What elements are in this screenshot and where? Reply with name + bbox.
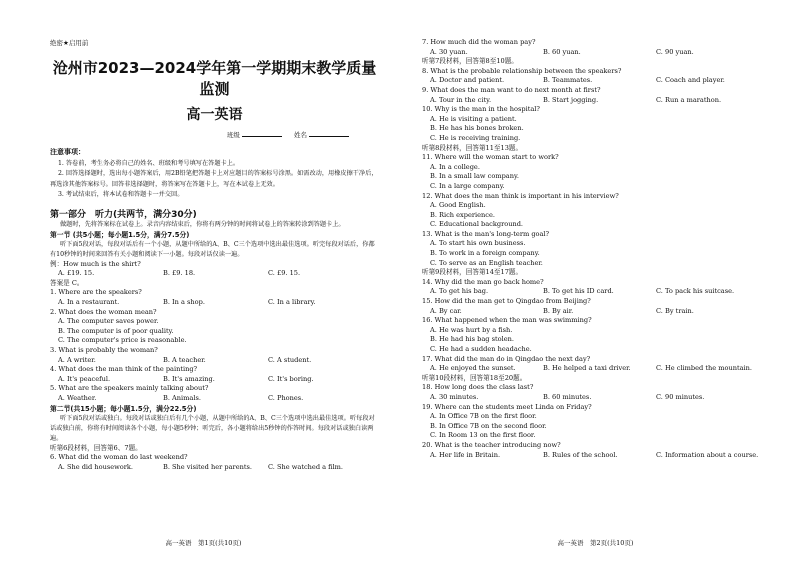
option-a: A. £19. 15. <box>58 269 95 278</box>
example-answer: 答案是 C。 <box>50 278 84 287</box>
option-b: B. The computer is of poor quality. <box>58 326 174 335</box>
section2-intro: 听下面5段对话或独白。每段对话或独白后有几个小题，从题中所给的A、B、C三个选项中选出最佳选项。听每段对话或独白前，你将有时间阅读各个小题，每小题5秒钟；听完后，各小题将给出5秒钟的作答时间。每段对话或独白读两遍。 <box>50 414 375 442</box>
notice-item: 2. 回答选择题时，选出每小题答案后，用2B铅笔把答题卡上对应题目的答案标号涂黑。如需改动，用橡皮擦干净后，再选涂其他答案标号。回答非选择题时，将答案写在答题卡上，写在本试卷上无效。 <box>50 170 378 188</box>
exam-title: 沧州市2023—2024学年第一学期期末教学质量监测 <box>52 59 377 98</box>
option: A. Good English. <box>430 201 486 210</box>
option: C. He is receiving training. <box>430 133 521 142</box>
page-footer: 高一英语 第1页(共10页) <box>165 539 242 547</box>
option-c: C. £9. 15. <box>268 269 301 278</box>
question: 15. How did the man get to Qingdao from Beijing? <box>422 297 591 306</box>
part1-intro: 做题时，先将答案标在试卷上。录音内容结束后，你将有两分钟的时间将试卷上的答案转涂到答题卡上。 <box>60 220 345 228</box>
question-3-options <box>50 356 379 366</box>
option: B. He has his bones broken. <box>430 124 524 133</box>
option-row <box>422 96 780 106</box>
material-note: 听第9段材料，回答第14至17题。 <box>422 268 523 277</box>
option-c: C. Information about a course. <box>656 450 759 459</box>
exam-subject: 高一英语 <box>186 107 243 123</box>
option-b: B. To get his ID card. <box>543 287 614 296</box>
name-label: 姓名 <box>294 131 307 139</box>
option-c: C. 90 minutes. <box>656 392 705 401</box>
option-a: A. She did housework. <box>58 462 133 471</box>
question: 13. What is the man's long-term goal? <box>422 229 550 238</box>
option-b: B. It's amazing. <box>163 374 215 383</box>
question-4-options <box>50 375 379 385</box>
option-c: C. In a library. <box>268 298 316 306</box>
option-row <box>422 287 780 297</box>
option: A. He is visiting a patient. <box>430 114 517 123</box>
notice-item: 3. 考试结束后，将本试卷和答题卡一并交回。 <box>58 191 184 199</box>
notice-title: 注意事项： <box>50 148 85 156</box>
option-b: B. In a shop. <box>163 298 205 306</box>
option-a: A. The computer saves power. <box>58 317 159 326</box>
option-b: B. 60 yuan. <box>543 47 581 56</box>
question: 12. What does the man think is important in his interview? <box>422 191 619 200</box>
material-note: 听第6段材料，回答第6、7题。 <box>50 443 142 452</box>
option-c: C. Phones. <box>268 393 304 402</box>
option: A. In a college. <box>430 162 480 171</box>
section2-title: 第二节(共15小题；每小题1.5分，满分22.5分) <box>50 404 197 413</box>
option-a: A. 30 minutes. <box>430 392 479 401</box>
question: 18. How long does the class last? <box>422 383 534 392</box>
option-b: B. Start jogging. <box>543 95 599 104</box>
question: 19. Where can the students meet Linda on Friday? <box>422 402 592 411</box>
option-b: B. A teacher. <box>163 355 206 364</box>
material-note: 听第10段材料，回答第18至20题。 <box>422 373 527 382</box>
option: C. To serve as an English teacher. <box>430 258 543 267</box>
question-3: 3. What is probably the woman? <box>50 345 158 354</box>
option-row <box>422 76 780 86</box>
option-a: A. 30 yuan. <box>430 47 468 56</box>
option-a: A. Her life in Britain. <box>430 450 501 459</box>
option-row <box>422 451 780 461</box>
option-c: C. She watched a film. <box>268 462 344 471</box>
option: C. Educational background. <box>430 220 524 229</box>
option-a: A. To get his bag. <box>430 287 489 296</box>
option-c: C. He climbed the mountain. <box>656 364 752 373</box>
class-label: 班级 <box>226 131 240 139</box>
option-a: A. Weather. <box>58 393 97 402</box>
material-note: 听第7段材料，回答第8至10题。 <box>422 57 518 66</box>
exam-page-2 <box>397 0 794 561</box>
option-b: B. By air. <box>543 306 574 315</box>
question: 7. How much did the woman pay? <box>422 38 536 46</box>
option-c: C. To pack his suitcase. <box>656 287 735 296</box>
option-a: A. By car. <box>430 306 462 315</box>
student-info-line <box>50 130 359 139</box>
notice-item: 1. 答卷前，考生务必将自己的姓名、班级和考号填写在答题卡上。 <box>58 160 240 167</box>
option-a: A. A writer. <box>58 355 96 364</box>
option-a: A. It's peaceful. <box>58 374 111 383</box>
question-4: 4. What does the man think of the painting? <box>50 365 198 374</box>
option: C. In a large company. <box>430 181 505 190</box>
confidential-mark: 绝密★启用前 <box>50 39 89 47</box>
question-1-options <box>50 298 379 308</box>
page-footer: 高一英语 第2页(共10页) <box>557 539 634 547</box>
option: B. To work in a foreign company. <box>430 249 540 258</box>
option-a: A. He enjoyed the sunset. <box>430 364 516 373</box>
option-row <box>422 393 780 403</box>
option-a: A. In a restaurant. <box>58 298 120 306</box>
option-a: A. Tour in the city. <box>430 95 492 104</box>
option: A. In Office 7B on the first floor. <box>430 412 537 421</box>
question-6-options <box>50 463 379 473</box>
option-row <box>422 48 780 58</box>
option: B. He had his bag stolen. <box>430 335 514 344</box>
question-5: 5. What are the speakers mainly talking about? <box>50 384 209 393</box>
option: A. He was hurt by a fish. <box>430 325 513 334</box>
option: B. Rich experience. <box>430 210 495 219</box>
option-c: C. Run a marathon. <box>656 95 722 104</box>
question-2: 2. What does the woman mean? <box>50 307 157 316</box>
option: C. In Room 13 on the first floor. <box>430 431 536 440</box>
question-1: 1. Where are the speakers? <box>50 288 142 297</box>
option-c: C. The computer's price is reasonable. <box>58 336 187 345</box>
option-b: B. Animals. <box>163 393 201 402</box>
question: 16. What happened when the man was swimming? <box>422 316 592 325</box>
option-a: A. Doctor and patient. <box>430 76 505 85</box>
part1-title: 第一部分 听力(共两节，满分30分) <box>50 209 197 220</box>
option-c: C. 90 yuan. <box>656 47 694 56</box>
option-b: B. £9. 18. <box>163 269 196 278</box>
name-blank <box>309 136 349 137</box>
example-question: 例：How much is the shirt? <box>50 259 141 268</box>
question: 9. What does the man want to do next month at first? <box>422 85 601 94</box>
option-row <box>422 307 780 317</box>
question: 11. Where will the woman start to work? <box>422 153 559 162</box>
option-row <box>422 364 780 374</box>
question: 14. Why did the man go back home? <box>422 277 544 286</box>
option: B. In a small law company. <box>430 172 519 181</box>
class-blank <box>242 136 282 137</box>
option-c: C. A student. <box>268 355 312 364</box>
option-b: B. She visited her parents. <box>163 462 252 471</box>
section1-intro: 听下面5段对话，每段对话后有一个小题，从题中所给的A、B、C三个选项中选出最佳选项。听完每段对话后，你都有10秒钟的时间来回答有关小题和阅读下一小题。每段对话仅读一遍。 <box>50 240 375 258</box>
option: A. To start his own business. <box>430 239 526 248</box>
option: C. He had a sudden headache. <box>430 345 532 353</box>
option-c: C. It's boring. <box>268 374 314 383</box>
option-c: C. By train. <box>656 306 694 315</box>
question: 20. What is the teacher introducing now? <box>422 440 561 449</box>
question-6: 6. What did the woman do last weekend? <box>50 453 188 462</box>
option-b: B. Rules of the school. <box>543 450 618 459</box>
material-note: 听第8段材料，回答第11至13题。 <box>422 143 523 152</box>
option-b: B. He helped a taxi driver. <box>543 364 631 373</box>
option-b: B. Teammates. <box>543 76 593 85</box>
section1-title: 第一节 (共5小题；每小题1.5分，满分7.5分) <box>50 230 190 239</box>
example-options <box>50 269 379 279</box>
option: B. In Office 7B on the second floor. <box>430 421 547 430</box>
question: 10. Why is the man in the hospital? <box>422 105 540 114</box>
question: 17. What did the man do in Qingdao the next day? <box>422 354 591 363</box>
question-5-options <box>50 394 379 404</box>
question-list <box>422 38 780 460</box>
option-b: B. 60 minutes. <box>543 392 592 401</box>
question: 8. What is the probable relationship between the speakers? <box>422 66 622 75</box>
option-c: C. Coach and player. <box>656 76 725 85</box>
